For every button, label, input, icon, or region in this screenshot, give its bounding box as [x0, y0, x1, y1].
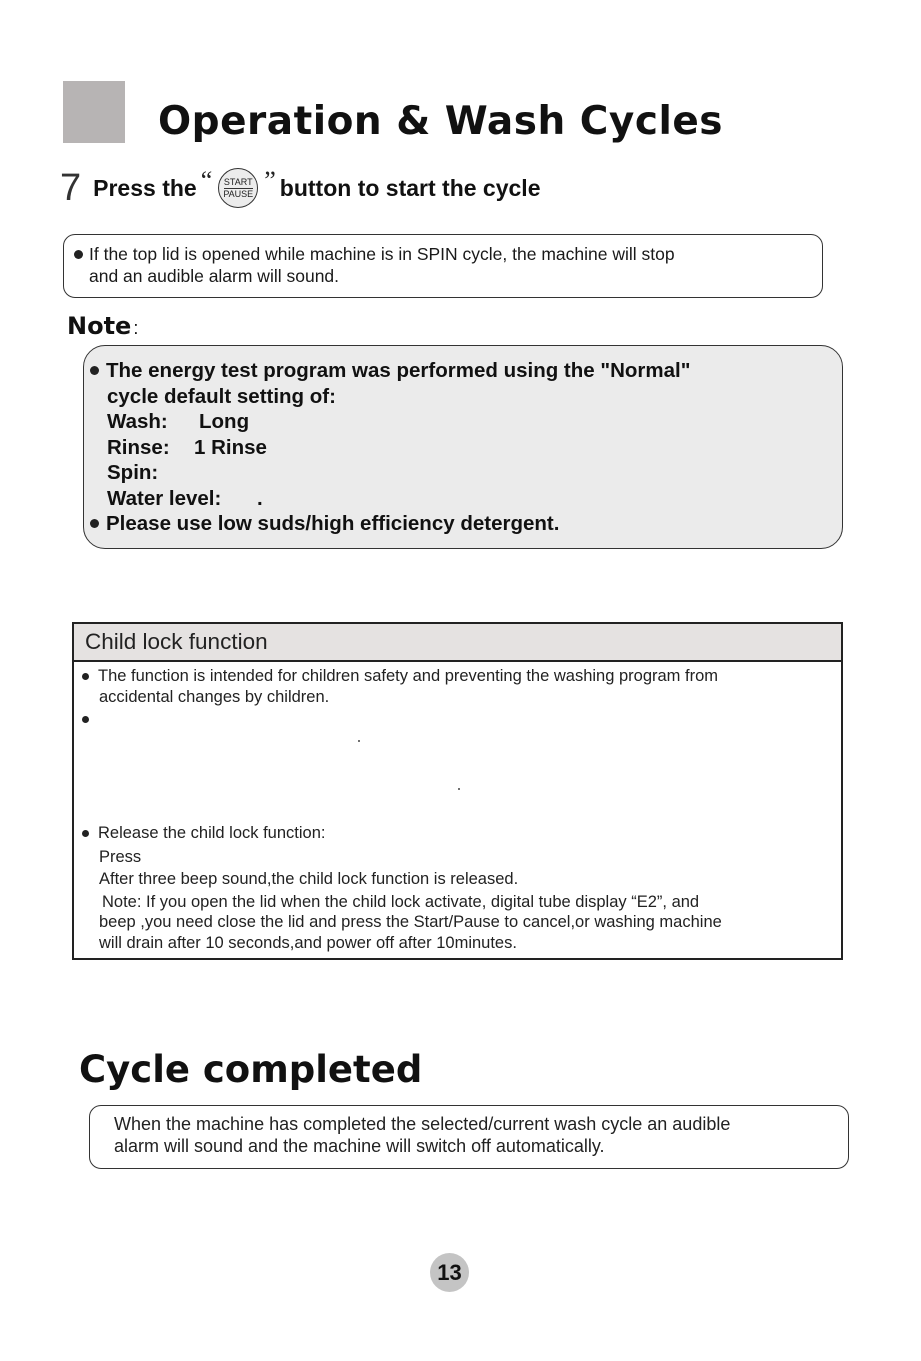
cycle-completed-line1: When the machine has completed the selected/current wash cycle an audible	[114, 1114, 731, 1134]
close-quote: ”	[264, 166, 276, 195]
spin-warning-line2: and an audible alarm will sound.	[89, 266, 340, 286]
release-title: Release the child lock function:	[98, 824, 326, 842]
child-lock-note-line1: Note: If you open the lid when the child lock activate, digital tube display “E2”, and	[102, 892, 700, 911]
step-number: 7	[60, 166, 82, 209]
child-lock-note-line3: will drain after 10 seconds,and power off after 10minutes.	[99, 933, 517, 952]
start-label: START	[223, 176, 253, 187]
step-text-before: Press the	[93, 174, 197, 201]
spin-label: Spin:	[107, 461, 159, 484]
child-lock-note-line2: beep ,you need close the lid and press the Start/Pause to cancel,or washing machine	[99, 913, 722, 931]
cycle-completed-title: Cycle completed	[79, 1048, 423, 1091]
bullet-icon	[82, 830, 89, 837]
note-heading	[67, 312, 138, 340]
child-lock-heading: Child lock function	[74, 624, 841, 662]
detergent-note: Please use low suds/high efficiency detergent.	[106, 512, 560, 535]
wash-value: Long	[199, 410, 250, 433]
wash-label: Wash:	[107, 410, 168, 433]
page-number-badge: 13	[430, 1253, 469, 1292]
wash-setting	[90, 409, 842, 435]
bullet-icon	[90, 366, 99, 375]
section-marker-square	[63, 81, 125, 143]
rinse-label: Rinse:	[107, 435, 170, 459]
note-colon: :	[133, 318, 139, 338]
step-instruction	[60, 168, 541, 208]
print-speck	[358, 740, 360, 742]
cycle-completed-box	[89, 1105, 849, 1169]
rinse-setting	[90, 435, 842, 461]
bullet-icon	[82, 716, 89, 723]
water-level-label: Water level:	[107, 486, 222, 510]
note-label-text: Note	[67, 312, 132, 340]
open-quote: “	[200, 166, 213, 195]
child-lock-purpose-line2: accidental changes by children.	[99, 687, 330, 706]
note-item-detergent	[90, 511, 842, 537]
child-lock-body	[74, 662, 841, 953]
energy-note-box	[83, 345, 843, 549]
spin-warning-box	[63, 234, 823, 298]
release-after-beep: After three beep sound,the child lock function is released.	[99, 870, 519, 888]
water-level-setting	[90, 486, 842, 512]
child-lock-item-activate	[82, 709, 831, 729]
release-press: Press	[99, 847, 142, 866]
bullet-icon	[90, 519, 99, 528]
rinse-value: 1 Rinse	[194, 435, 267, 459]
water-level-value: .	[257, 486, 263, 510]
child-lock-item-purpose	[82, 666, 831, 687]
pause-label: PAUSE	[223, 188, 254, 199]
bullet-icon	[82, 673, 89, 680]
note-energy-line2: cycle default setting of:	[107, 384, 336, 408]
page-title: Operation & Wash Cycles	[158, 99, 724, 144]
step-text-after: button to start the cycle	[279, 174, 541, 201]
start-pause-button-icon	[218, 168, 258, 208]
child-lock-box	[72, 622, 843, 960]
cycle-completed-line2: alarm will sound and the machine will switch off automatically.	[114, 1136, 605, 1156]
spin-warning-item	[74, 243, 812, 287]
print-speck	[458, 788, 460, 790]
child-lock-item-release	[82, 823, 831, 844]
spin-warning-line1: If the top lid is opened while machine is in SPIN cycle, the machine will stop	[89, 244, 675, 264]
child-lock-purpose-line1: The function is intended for children safety and preventing the washing program from	[98, 667, 719, 685]
note-item-energy	[90, 358, 842, 384]
note-energy-line1: The energy test program was performed using the "Normal"	[106, 359, 691, 382]
bullet-icon	[74, 250, 83, 259]
child-lock-blank-area	[82, 729, 831, 823]
